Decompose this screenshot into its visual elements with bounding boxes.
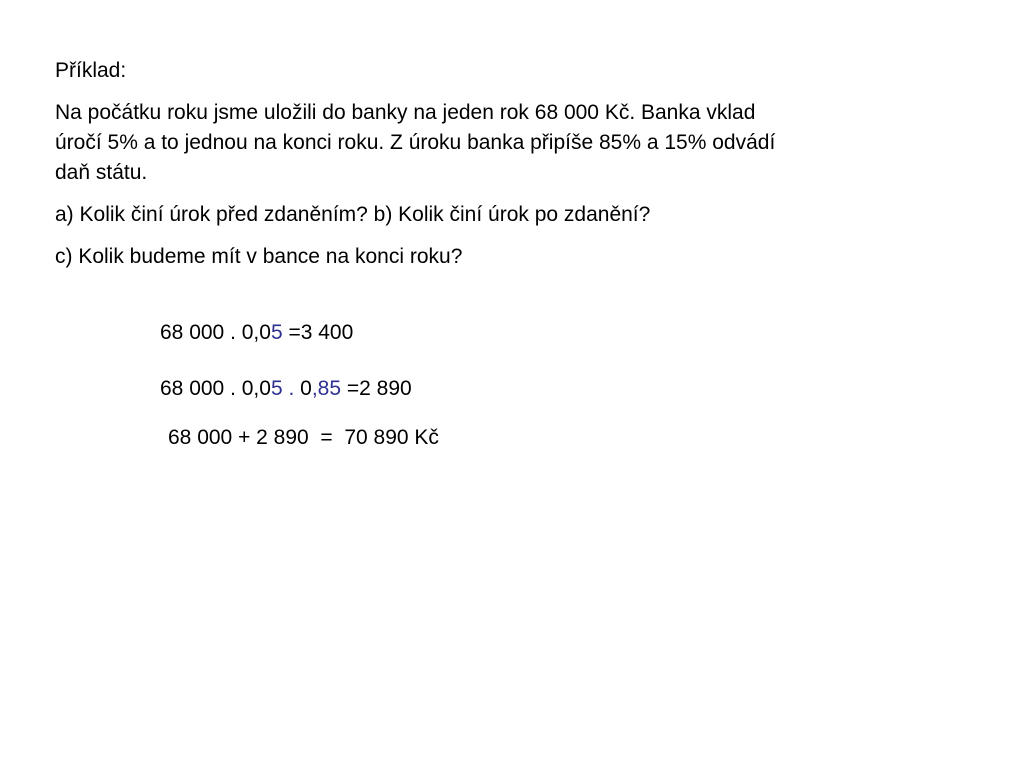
calc2-part-5: = [341,377,360,400]
task-paragraph-line-3: daň státu. [55,161,148,184]
task-text [55,56,955,284]
calculation-line-3: 68 000 + 2 890 = 70 890 Kč [168,426,439,449]
calculation-line-1 [160,318,353,348]
task-paragraph-line-1: Na počátku roku jsme uložili do banky na jeden rok 68 000 Kč. Banka vklad [55,101,756,124]
calc1-part-2: 5 [270,321,283,344]
calc2-part-2: 5 . [270,377,295,400]
question-c: c) Kolik budeme mít v bance na konci roku? [55,245,463,268]
calculation-line-2 [160,374,412,404]
calc2-part-3: 0 [294,377,312,400]
calc1-part-1: 68 000 . 0,0 [160,321,271,344]
calc2-part-1: 68 000 . 0,0 [160,377,271,400]
calc1-part-3: = [282,321,301,344]
calc1-result: 3 400 [300,321,354,344]
task-paragraph [55,98,955,188]
task-paragraph-line-2: úročí 5% a to jednou na konci roku. Z úroku banka připíše 85% a 15% odvádí [55,131,776,154]
calc2-part-4: ,85 [311,377,342,400]
calc2-result: 2 890 [359,377,412,400]
question-a-b: a) Kolik činí úrok před zdaněním? b) Kolik činí úrok po zdanění? [55,203,651,226]
task-heading: Příklad: [55,59,127,82]
